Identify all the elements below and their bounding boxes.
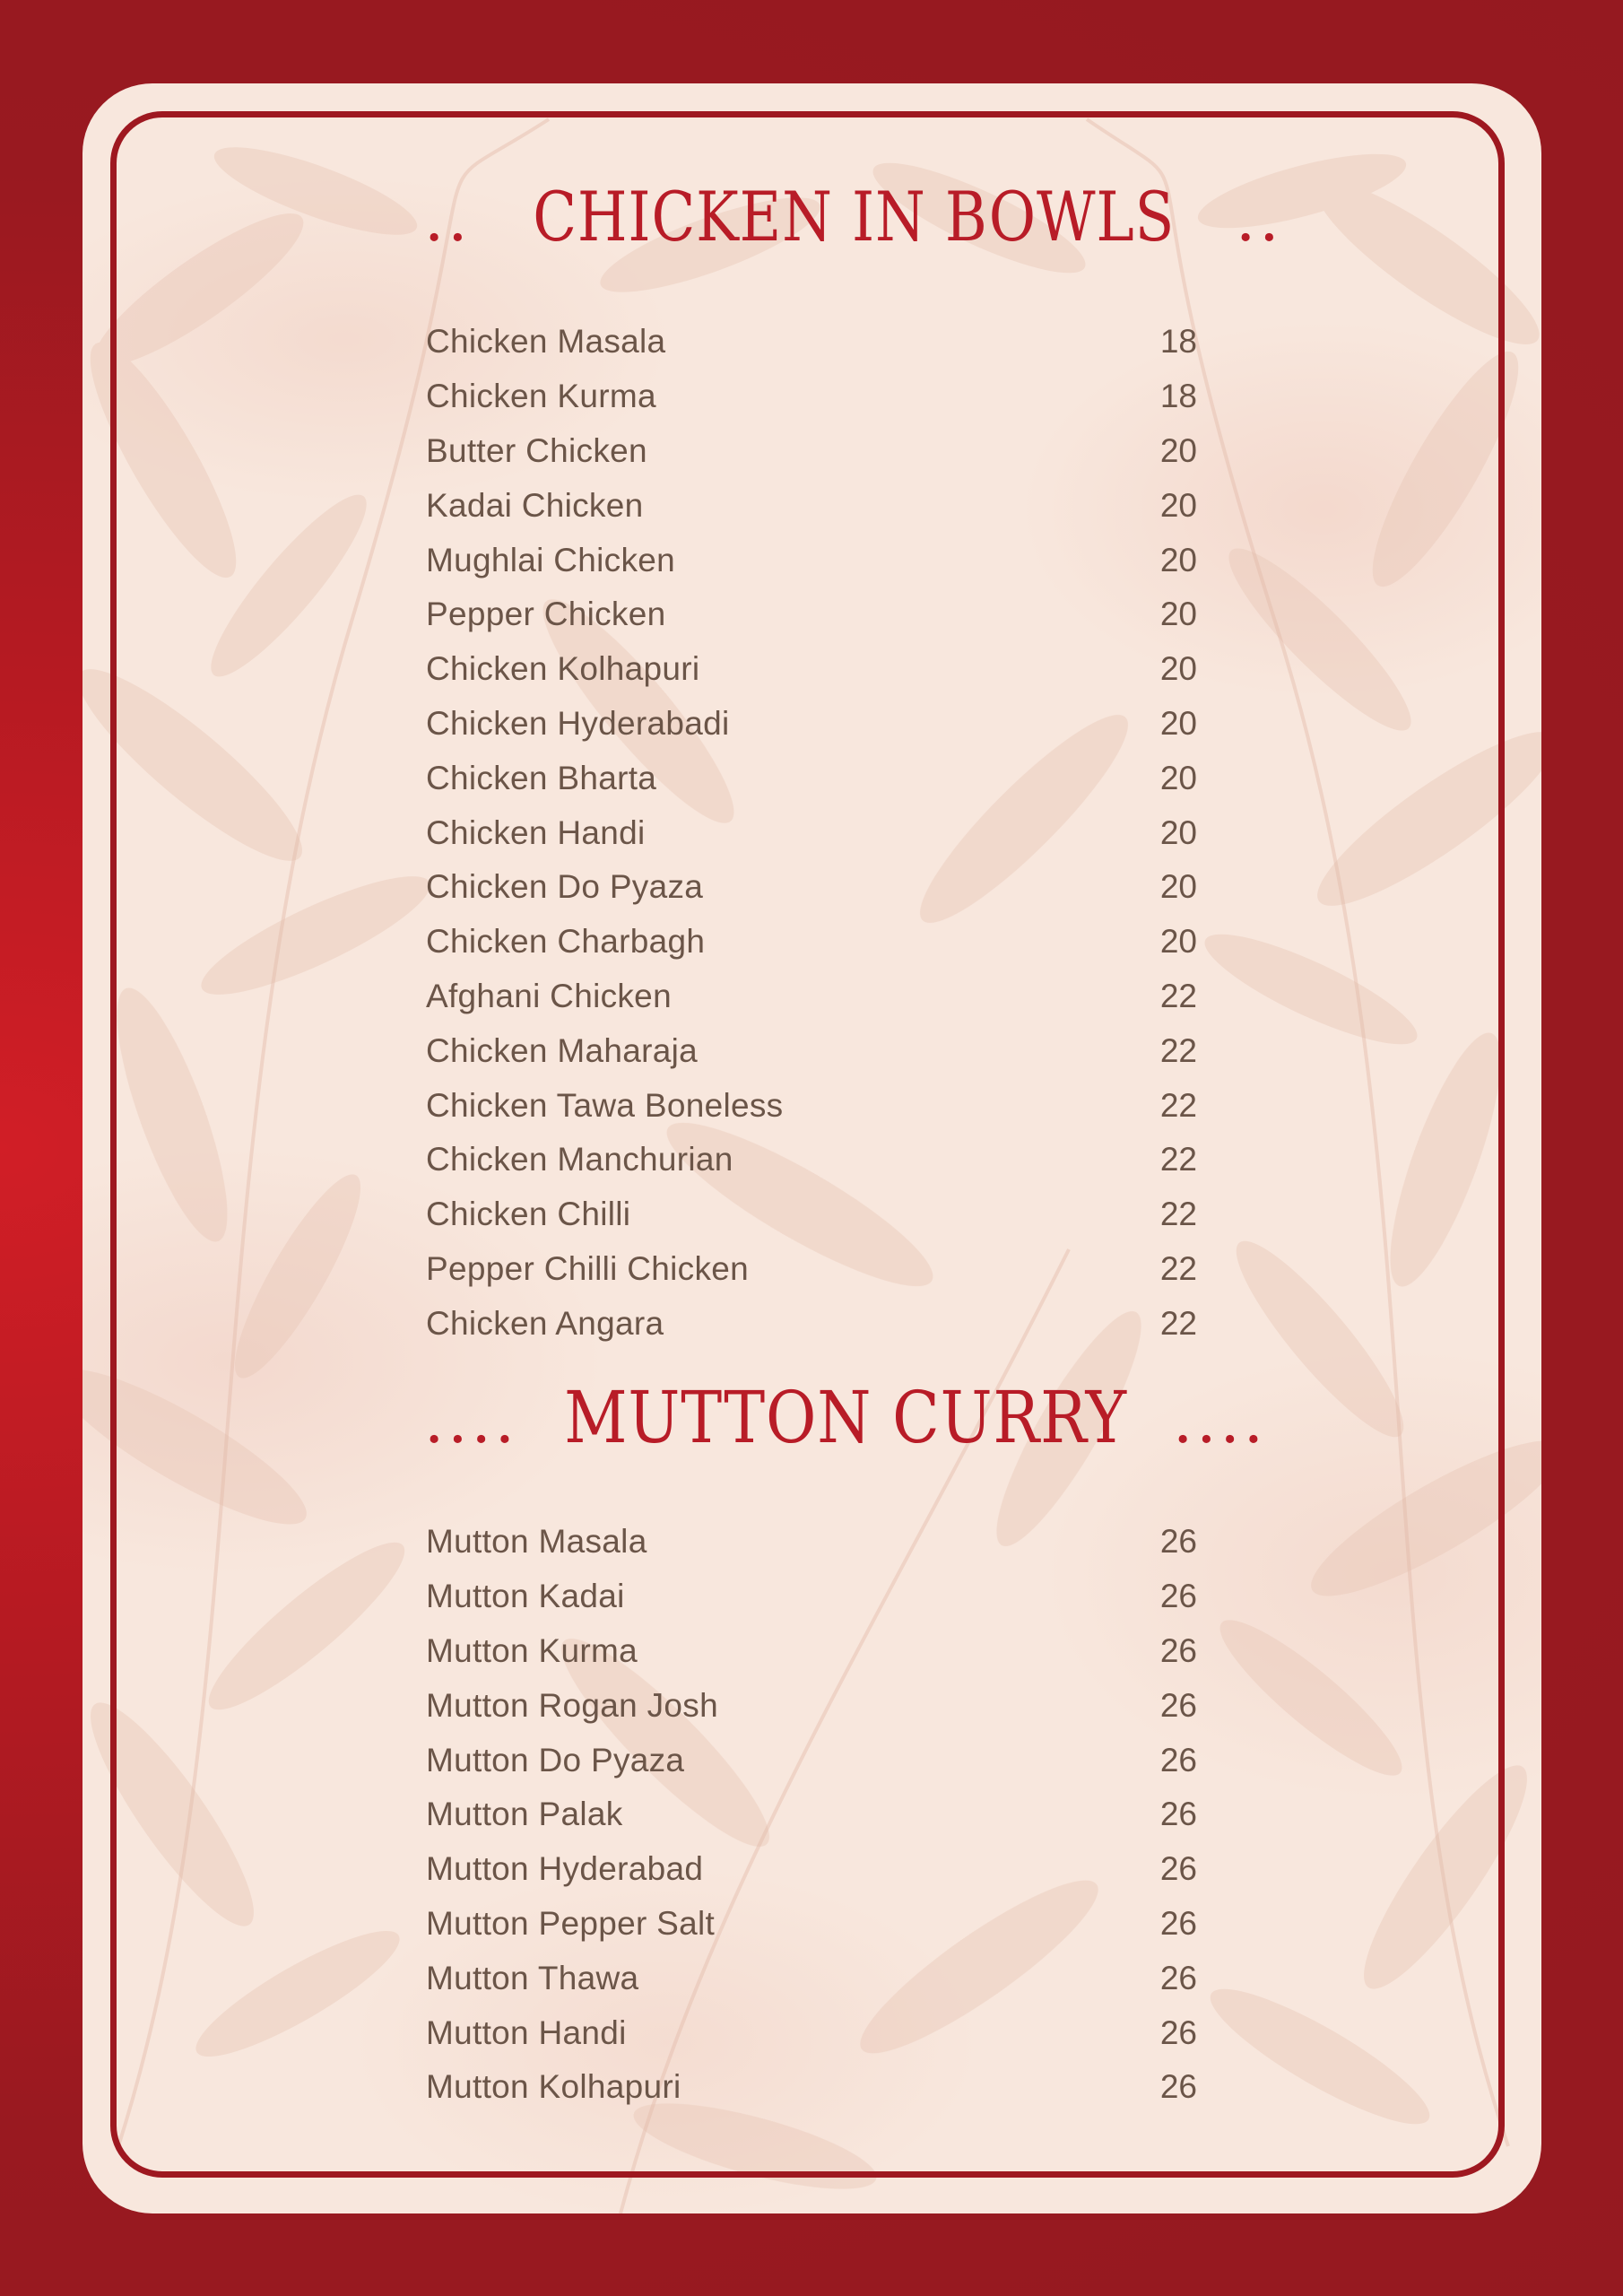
menu-item-price: 22 — [1159, 1031, 1197, 1069]
menu-item-price: 26 — [1159, 1741, 1197, 1779]
section-title-text: CHICKEN IN BOWLS — [532, 177, 1175, 257]
menu-item-price: 22 — [1159, 1304, 1197, 1342]
menu-item-price: 22 — [1159, 1141, 1197, 1178]
menu-list-chicken-in-bowls — [426, 315, 1197, 1351]
menu-item-price: 20 — [1159, 923, 1197, 961]
menu-item-price: 22 — [1159, 1249, 1197, 1287]
menu-item-price: 20 — [1159, 868, 1197, 906]
menu-item — [426, 1296, 1197, 1351]
menu-item-price: 20 — [1159, 486, 1197, 524]
menu-item-name: Pepper Chilli Chicken — [426, 1249, 750, 1287]
menu-item-price: 20 — [1159, 650, 1197, 688]
menu-item-name: Mutton Handi — [426, 2013, 627, 2051]
menu-item — [426, 970, 1197, 1024]
menu-item — [426, 1515, 1197, 1570]
menu-item-price: 22 — [1159, 977, 1197, 1014]
menu-item — [426, 860, 1197, 915]
menu-item-price: 18 — [1159, 323, 1197, 361]
menu-item-price: 26 — [1159, 1850, 1197, 1888]
menu-item — [426, 1023, 1197, 1078]
menu-item-name: Mutton Pepper Salt — [426, 1904, 716, 1942]
menu-item-name: Chicken Manchurian — [426, 1141, 733, 1178]
menu-item-price: 20 — [1159, 596, 1197, 633]
menu-item-price: 26 — [1159, 2013, 1197, 2051]
menu-item — [426, 587, 1197, 642]
menu-item — [426, 751, 1197, 805]
menu-item-name: Chicken Tawa Boneless — [426, 1086, 784, 1124]
menu-item-name: Chicken Charbagh — [426, 923, 706, 961]
menu-item-price: 26 — [1159, 2068, 1197, 2106]
menu-item-name: Chicken Do Pyaza — [426, 868, 704, 906]
menu-item — [426, 1133, 1197, 1187]
menu-list-mutton-curry — [426, 1515, 1197, 2115]
menu-item-name: Mutton Kurma — [426, 1631, 638, 1669]
menu-item-name: Mutton Hyderabad — [426, 1850, 704, 1888]
menu-item-price: 20 — [1159, 541, 1197, 578]
menu-item-name: Chicken Hyderabadi — [426, 704, 730, 742]
menu-item-price: 20 — [1159, 759, 1197, 796]
menu-item — [426, 2005, 1197, 2060]
menu-item-name: Mughlai Chicken — [426, 541, 676, 578]
menu-item — [426, 533, 1197, 587]
menu-item-price: 26 — [1159, 1904, 1197, 1942]
menu-item — [426, 1078, 1197, 1133]
menu-item — [426, 697, 1197, 752]
menu-item — [426, 1242, 1197, 1297]
menu-item-name: Mutton Masala — [426, 1523, 647, 1561]
section-title-text: MUTTON CURRY — [564, 1376, 1127, 1459]
menu-item-price: 20 — [1159, 704, 1197, 742]
menu-item-name: Mutton Palak — [426, 1796, 623, 1833]
menu-item-price: 20 — [1159, 431, 1197, 469]
title-dots-left: .. — [424, 182, 472, 256]
menu-item-name: Chicken Kolhapuri — [426, 650, 700, 688]
menu-item-name: Mutton Kadai — [426, 1578, 625, 1615]
menu-item — [426, 424, 1197, 479]
menu-item-price: 22 — [1159, 1086, 1197, 1124]
menu-item-name: Pepper Chicken — [426, 596, 666, 633]
menu-item — [426, 1842, 1197, 1897]
menu-item — [426, 315, 1197, 370]
menu-item — [426, 2060, 1197, 2115]
menu-item-price: 18 — [1159, 378, 1197, 415]
menu-item-name: Kadai Chicken — [426, 486, 644, 524]
title-dots-right: .. — [1235, 182, 1283, 256]
menu-item-name: Mutton Thawa — [426, 1959, 639, 1996]
menu-item-price: 22 — [1159, 1196, 1197, 1233]
menu-item-name: Mutton Do Pyaza — [426, 1741, 685, 1779]
menu-item-price: 26 — [1159, 1959, 1197, 1996]
menu-item-price: 26 — [1159, 1796, 1197, 1833]
section-title-mutton-curry — [424, 1376, 1268, 1459]
menu-item — [426, 1570, 1197, 1624]
menu-item — [426, 1787, 1197, 1842]
menu-item — [426, 478, 1197, 533]
menu-item — [426, 642, 1197, 697]
menu-item-name: Chicken Angara — [426, 1304, 664, 1342]
menu-item — [426, 1678, 1197, 1733]
menu-item-name: Chicken Masala — [426, 323, 666, 361]
menu-item — [426, 1897, 1197, 1952]
menu-item — [426, 1624, 1197, 1679]
menu-item — [426, 915, 1197, 970]
menu-item — [426, 1733, 1197, 1787]
menu-item — [426, 805, 1197, 860]
menu-item-name: Mutton Rogan Josh — [426, 1686, 718, 1724]
menu-item-price: 26 — [1159, 1578, 1197, 1615]
menu-item-name: Chicken Handi — [426, 813, 646, 851]
title-dots-left: .... — [424, 1384, 519, 1457]
menu-item-price: 26 — [1159, 1686, 1197, 1724]
menu-item-name: Chicken Kurma — [426, 378, 656, 415]
menu-item-name: Afghani Chicken — [426, 977, 672, 1014]
menu-item — [426, 1187, 1197, 1242]
menu-item-price: 26 — [1159, 1631, 1197, 1669]
menu-item-name: Chicken Chilli — [426, 1196, 631, 1233]
menu-item-name: Mutton Kolhapuri — [426, 2068, 681, 2106]
menu-item — [426, 370, 1197, 424]
menu-item-price: 20 — [1159, 813, 1197, 851]
title-dots-right: .... — [1173, 1384, 1268, 1457]
section-title-chicken-in-bowls — [424, 177, 1283, 257]
menu-item-name: Chicken Maharaja — [426, 1031, 699, 1069]
menu-item-name: Chicken Bharta — [426, 759, 657, 796]
menu-item — [426, 1951, 1197, 2005]
menu-item-price: 26 — [1159, 1523, 1197, 1561]
menu-item-name: Butter Chicken — [426, 431, 647, 469]
